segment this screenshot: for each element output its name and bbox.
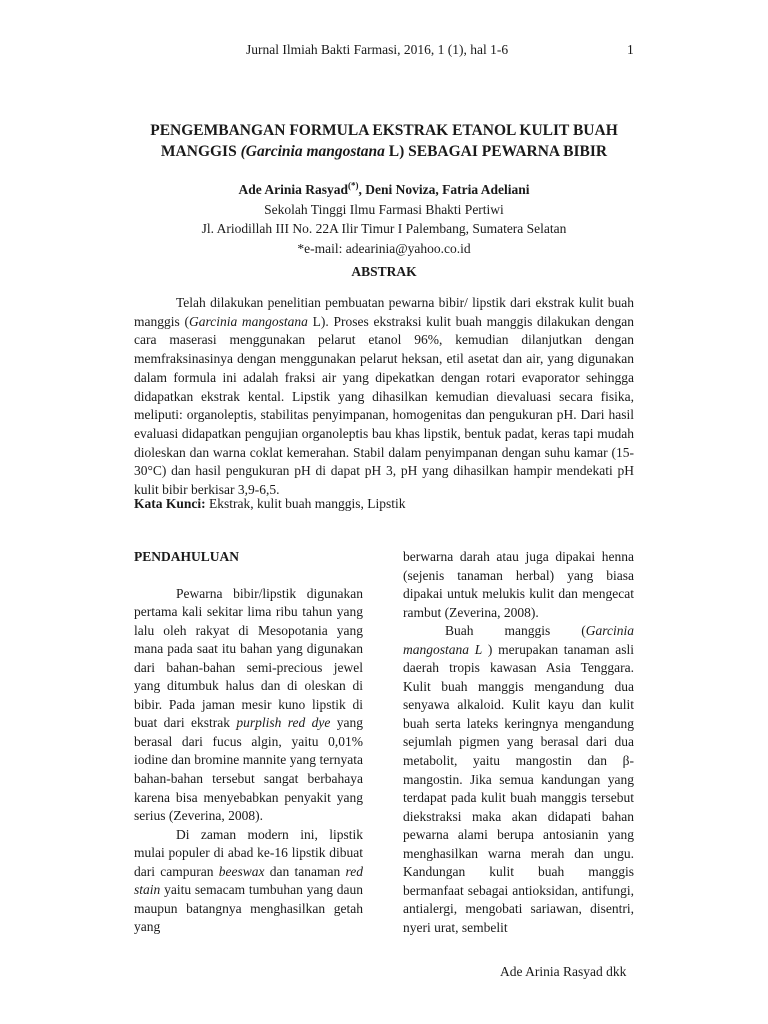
intro-p1-end: yang berasal dari fucus algin, yaitu 0,01% iodine dan bromine mannite yang ternyata bahan-bahan tersebut sangat berbahaya karena bisa menyebabkan penyakit yang serius (Zeverina, 2008). — [134, 715, 363, 824]
address: Jl. Ariodillah III No. 22A Ilir Timur I Palembang, Sumatera Selatan — [201, 221, 567, 236]
paper-title — [120, 120, 648, 162]
intro-paragraph-3 — [403, 622, 634, 937]
intro-p2-start: Di zaman modern ini, lipstik mulai populer di abad ke-16 lipstik dibuat dari campuran — [134, 826, 363, 879]
title-line-2-end: L) SEBAGAI PEWARNA BIBIR — [384, 143, 608, 160]
intro-p2-italic-1: beeswax — [218, 863, 265, 879]
intro-p2-italic-2: red stain — [134, 863, 363, 898]
title-species-name: (Garcinia mangostana — [240, 143, 385, 160]
email: *e-mail: adearinia@yahoo.co.id — [297, 240, 471, 256]
right-column — [403, 548, 634, 937]
other-authors: , Deni Noviza, Fatria Adeliani — [358, 182, 530, 197]
author-names — [120, 180, 648, 200]
keywords — [134, 496, 634, 512]
abstract-part-1: Telah dilakukan penelitian pembuatan pewarna bibir/ lipstik dari ekstrak kulit buah manggis ( — [134, 295, 634, 329]
intro-p1-start: Pewarna bibir/lipstik digunakan pertama kali sekitar lima ribu tahun yang lalu oleh rakyat di Mesopotania yang mana pada saat itu bahan yang digunakan dari bahan-bahan semi-precious jewel yang ditumbuk halus dan di oleskan di bibir. Pada jaman mesir kuno lipstik di buat dari ekstrak — [134, 585, 363, 731]
first-author: Ade Arinia Rasyad — [238, 182, 349, 197]
intro-p2-end: yaitu semacam tumbuhan yang daun maupun batangnya menghasilkan getah yang — [134, 882, 363, 935]
title-line-1: PENGEMBANGAN FORMULA EKSTRAK ETANOL KULIT BUAH — [150, 122, 618, 139]
intro-p3-start: Buah manggis ( — [445, 623, 586, 639]
intro-p3-end: ) merupakan tanaman asli daerah tropis kawasan Asia Tenggara. Kulit buah manggis mengandung dua senyawa alkaloid. Kulit kayu dan kulit buah serta lateks keringnya mengandung sejumlah pigmen yang berasal dari dua metabolit, yaitu mangostin dan β-mangostin. Jika semua kandungan yang terdapat pada kulit buah manggis tersebut diekstraksi maka akan didapati bahan pewarna alami berupa antosianin yang menghasilkan warna merah dan ungu. Kandungan kulit buah manggis bermanfaat sebagai antioksidan, antifungi, antialergi, mengobati sariawan, disentri, nyeri urat, sembelit — [403, 641, 634, 935]
title-line-2 — [120, 141, 648, 162]
intro-p3-species-name: Garcinia mangostana L — [403, 623, 634, 657]
intro-p2-mid: dan tanaman — [264, 863, 346, 879]
keywords-label: Kata Kunci: — [134, 496, 206, 511]
intro-paragraph-1 — [134, 585, 363, 826]
title-line-2-start: MANGGIS — [160, 143, 241, 160]
intro-paragraph-2-continued: berwarna darah atau juga dipakai henna (sejenis tanaman herbal) yang biasa dipakai untuk melukis kulit dan mengecat rambut (Zeverina, 2008). — [403, 549, 634, 620]
abstract-heading: ABSTRAK — [351, 264, 417, 279]
keywords-text: Ekstrak, kulit buah manggis, Lipstik — [205, 496, 406, 511]
section-heading-introduction: PENDAHULUAN — [134, 549, 240, 564]
journal-citation: Jurnal Ilmiah Bakti Farmasi, 2016, 1 (1), hal 1-6 — [246, 42, 509, 57]
abstract-body — [134, 294, 634, 500]
institution: Sekolah Tinggi Ilmu Farmasi Bhakti Pertiwi — [264, 201, 504, 217]
corresponding-mark: (*) — [348, 180, 359, 191]
intro-paragraph-2 — [134, 826, 363, 937]
abstract-species-name: Garcinia mangostana — [188, 313, 308, 329]
page-number: 1 — [627, 42, 634, 57]
running-footer: Ade Arinia Rasyad dkk — [500, 964, 627, 979]
left-column — [134, 548, 363, 937]
author-block — [120, 180, 648, 258]
abstract-part-2: L). Proses ekstraksi kulit buah manggis dilakukan dengan cara maserasi menggunakan pelarut etanol 96%, kemudian dilanjutkan dengan memfraksinasinya dengan menggunakan pelarut heksan, etil asetat dan air, yang digunakan dalam formula ini adalah fraksi air yang dipekatkan dengan rotari evaporator sehingga didapatkan ekstrak kental. Lipstik yang dihasilkan kemudian dievaluasi secara fisika, meliputi: organoleptis, stabilitas penyimpanan, homogenitas dan pengukuran pH. Dari hasil evaluasi didapatkan pengujian organoleptis bau khas lipstik, bentuk padat, keras tapi mudah dioleskan dan warna coklat kemerahan. Stabil dalam penyimpanan dengan suhu kamar (15-30°C) dan hasil pengukuran pH di dapat pH 3, pH yang dihasilkan hampir mendekati pH kulit bibir berkisar 3,9-6,5. — [134, 313, 634, 498]
intro-p1-italic: purplish red dye — [236, 715, 331, 731]
